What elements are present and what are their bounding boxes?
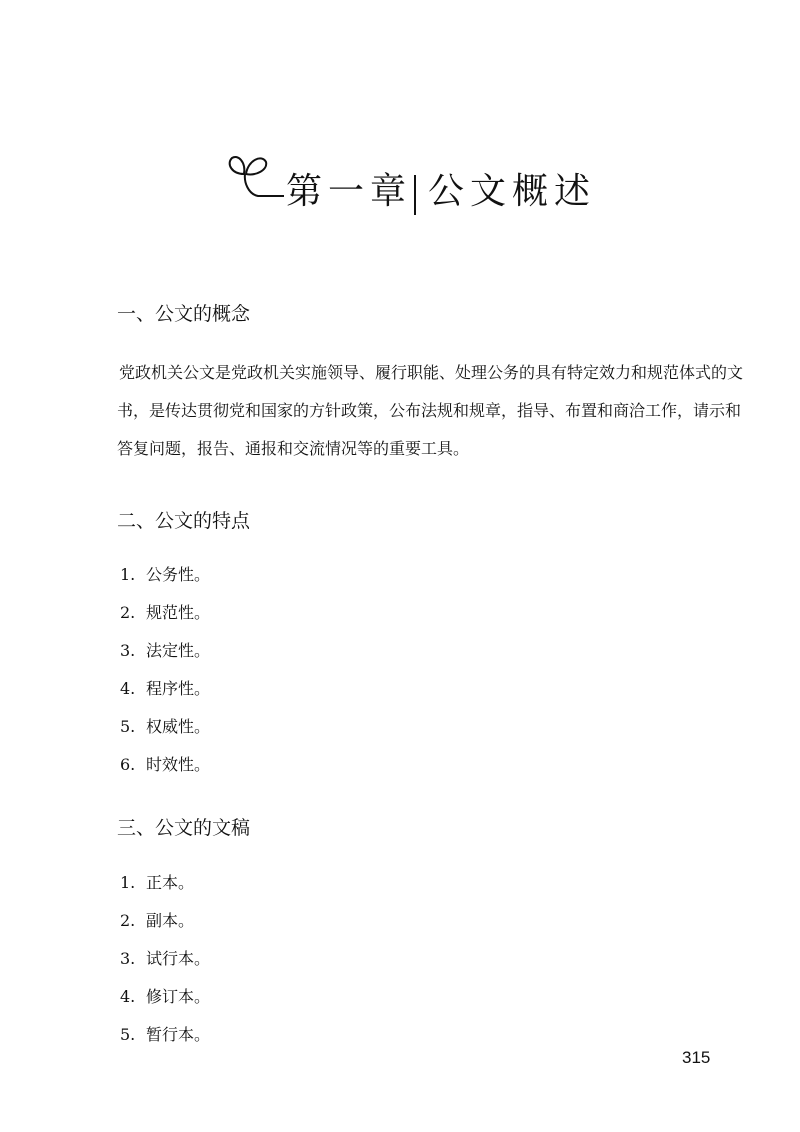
list-text: 权威性。 — [146, 717, 211, 736]
list-number: 5. — [120, 1025, 136, 1044]
list-number: 4. — [120, 987, 136, 1006]
section-heading-drafts: 三、公文的文稿 — [117, 817, 251, 839]
list-number: 2. — [120, 911, 136, 930]
list-text: 副本。 — [146, 911, 195, 930]
list-text: 程序性。 — [146, 679, 211, 698]
list-item — [120, 902, 210, 940]
list-item — [120, 556, 210, 594]
list-item — [120, 670, 210, 708]
list-number: 2. — [120, 603, 136, 622]
drafts-list — [120, 864, 210, 1054]
list-item — [120, 978, 210, 1016]
list-text: 修订本。 — [146, 987, 211, 1006]
list-item — [120, 864, 210, 902]
chapter-divider — [414, 175, 416, 215]
list-text: 正本。 — [146, 873, 195, 892]
list-number: 6. — [120, 755, 136, 774]
list-text: 法定性。 — [146, 641, 211, 660]
section-heading-features: 二、公文的特点 — [117, 510, 251, 532]
list-text: 公务性。 — [146, 565, 211, 584]
list-item — [120, 746, 210, 784]
list-number: 5. — [120, 717, 136, 736]
page-number: 315 — [682, 1048, 711, 1067]
list-item — [120, 594, 210, 632]
list-number: 3. — [120, 949, 136, 968]
list-number: 3. — [120, 641, 136, 660]
chapter-header — [224, 140, 604, 230]
section-heading-concept: 一、公文的概念 — [117, 303, 251, 325]
list-number: 1. — [120, 873, 136, 892]
list-number: 4. — [120, 679, 136, 698]
list-text: 试行本。 — [146, 949, 211, 968]
list-text: 暂行本。 — [146, 1025, 211, 1044]
list-item — [120, 1016, 210, 1054]
list-text: 时效性。 — [146, 755, 211, 774]
sprout-icon — [224, 148, 290, 202]
concept-paragraph: 党政机关公文是党政机关实施领导、履行职能、处理公务的具有特定效力和规范体式的文书，是传达贯彻党和国家的方针政策，公布法规和规章，指导、布置和商洽工作，请示和答复问题，报告、通报和交流情况等的重要工具。 — [117, 363, 744, 458]
list-text: 规范性。 — [146, 603, 211, 622]
list-item — [120, 632, 210, 670]
features-list — [120, 556, 210, 784]
list-item — [120, 940, 210, 978]
chapter-number: 第一章 — [286, 171, 413, 212]
list-item — [120, 708, 210, 746]
chapter-title: 公文概述 — [428, 171, 597, 212]
list-number: 1. — [120, 565, 136, 584]
